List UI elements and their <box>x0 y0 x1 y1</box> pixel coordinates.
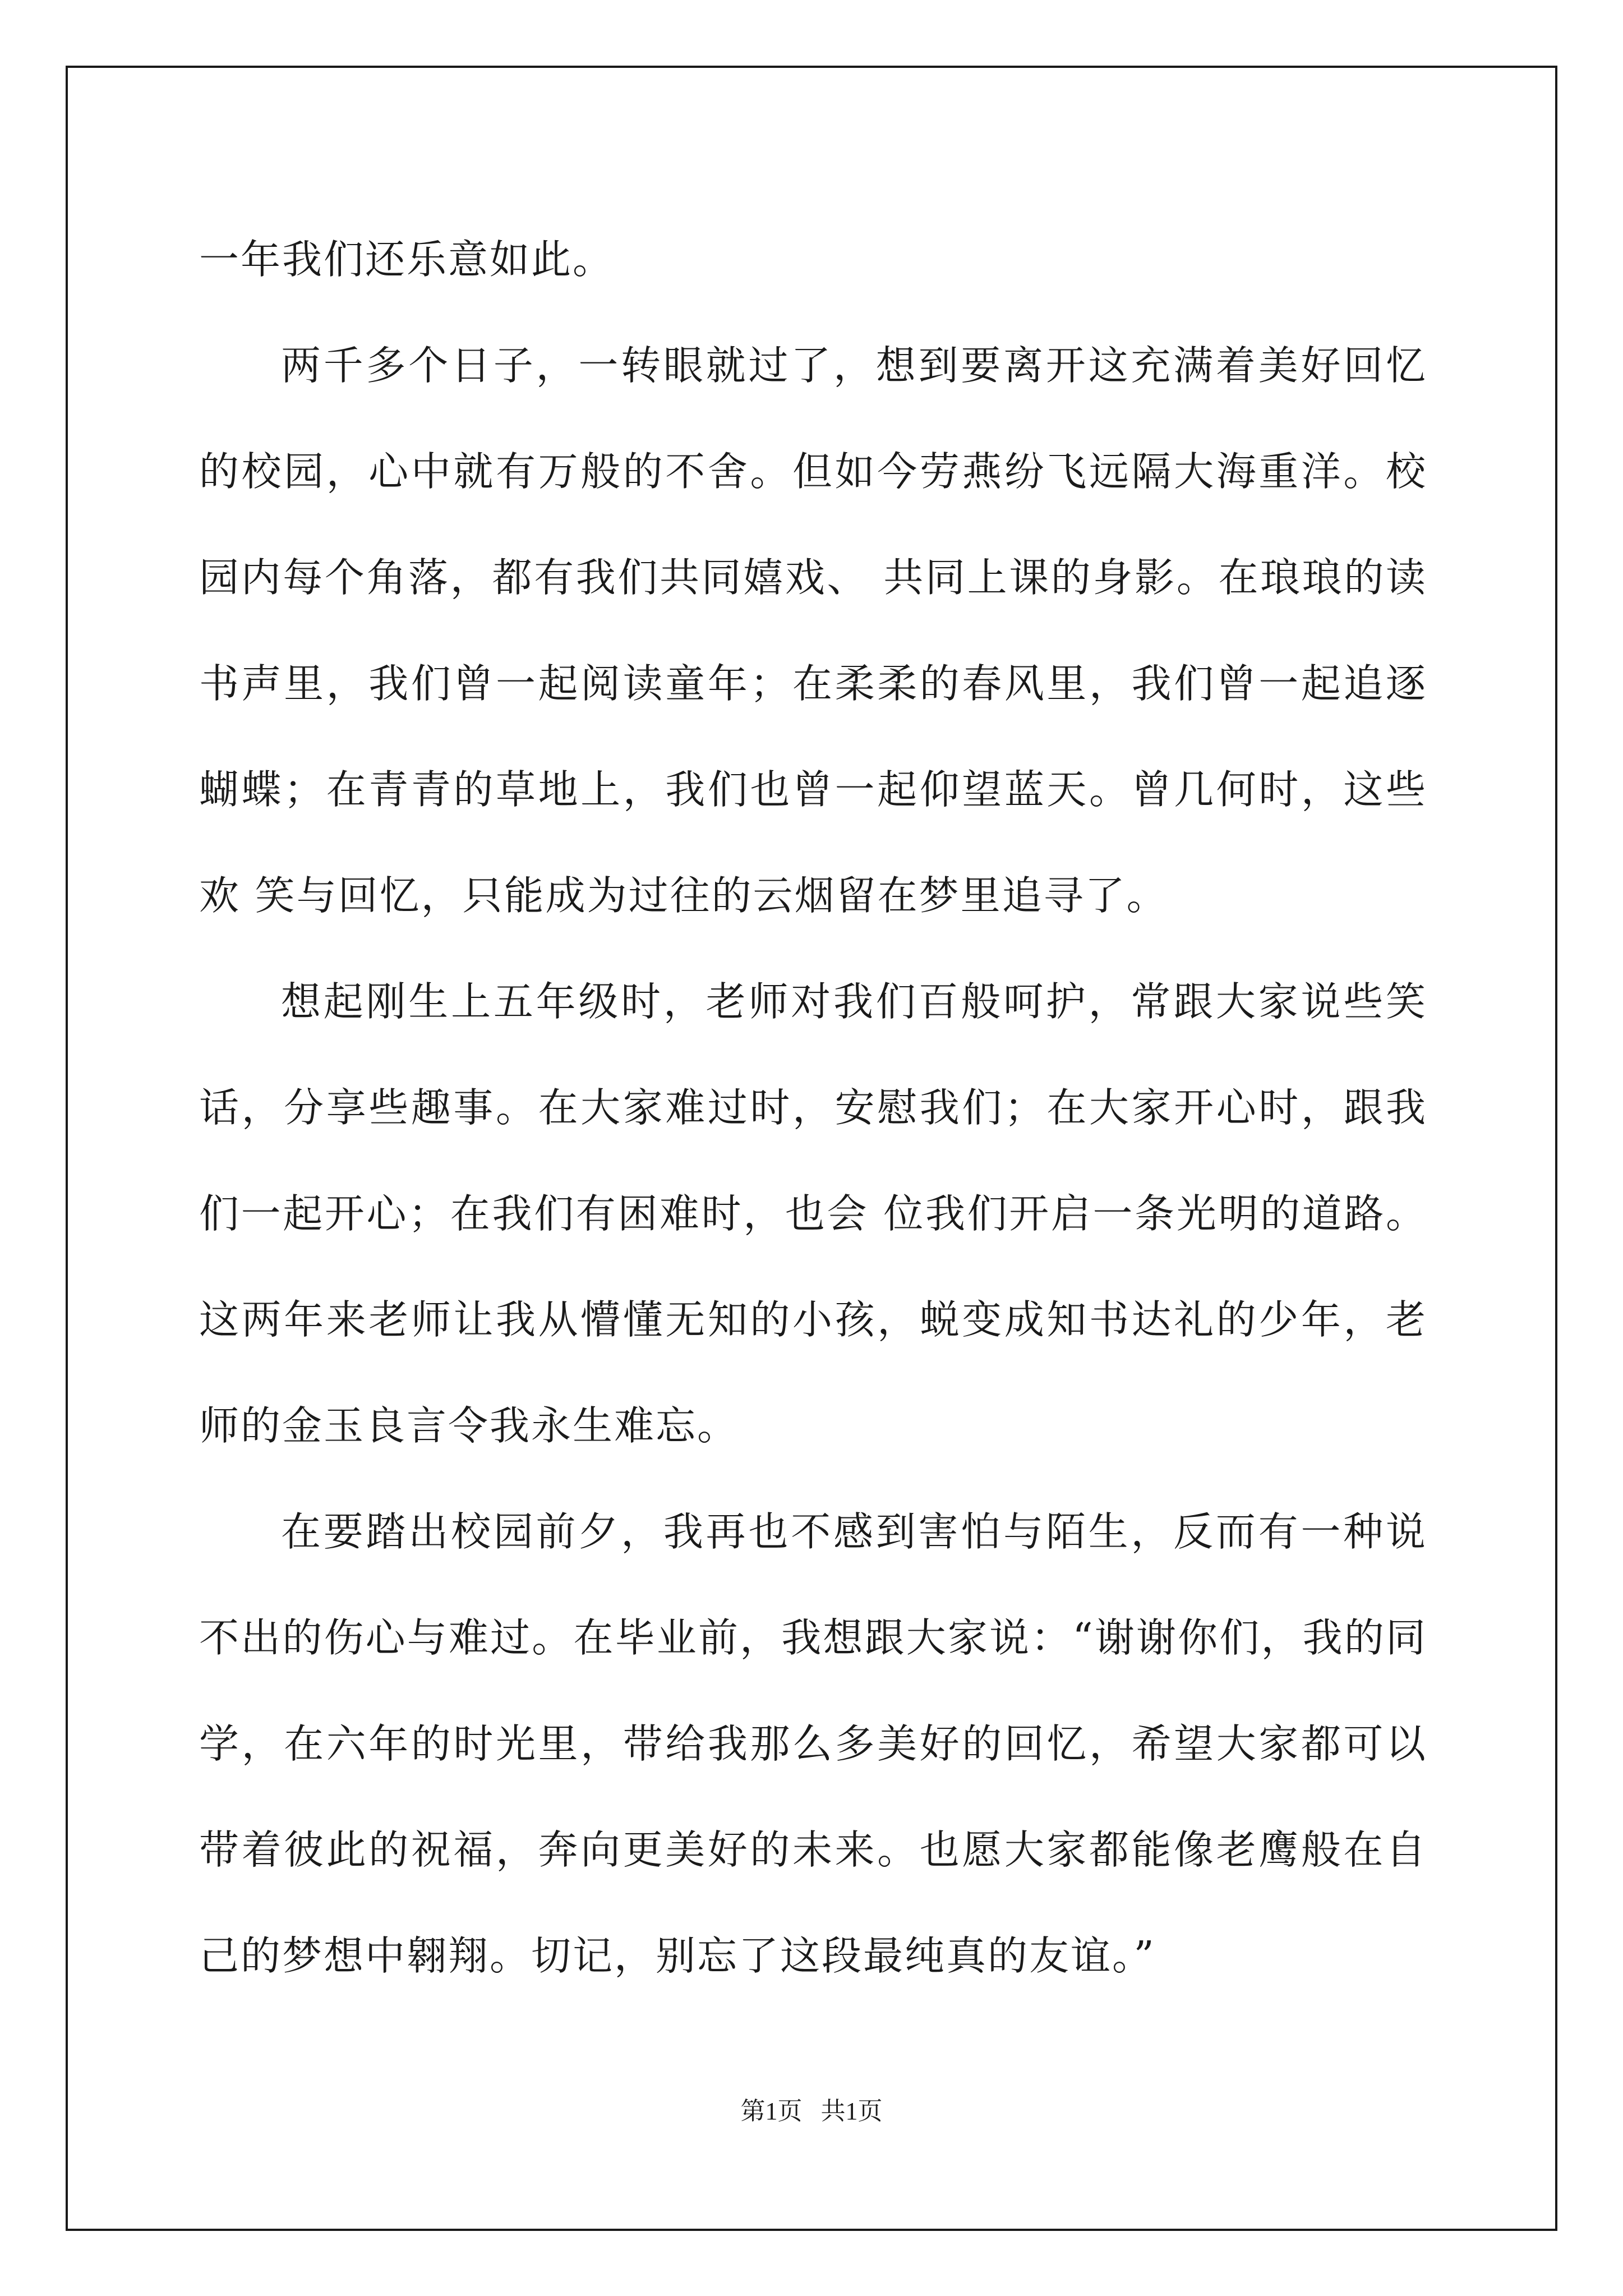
document-body <box>199 206 1427 2009</box>
paragraph-2: 两千多个日子，一转眼就过了，想到要离开这充满着美好回忆的校园，心中就有万般的不舍。但如今劳燕纷飞远隔大海重洋。校园内每个角落，都有我们共同嬉戏、 共同上课的身影。在琅琅的读书声里，我们曾一起阅读童年；在柔柔的春风里，我们曾一起追逐蝴蝶；在青青的草地上，我们也曾一起仰望蓝天。曾几何时，这些欢 笑与回忆，只能成为过往的云烟留在梦里追寻了。 <box>199 342 1427 919</box>
paragraph-4: 在要踏出校园前夕，我再也不感到害怕与陌生，反而有一种说不出的伤心与难过。在毕业前，我想跟大家说：“谢谢你们，我的同学，在六年的时光里，带给我那么多美好的回忆，希望大家都可以带着彼此的祝福，奔向更美好的未来。也愿大家都能像老鹰般在自己的梦想中翱翔。切记，别忘了这段最纯真的友谊。” <box>199 1508 1427 1979</box>
page-footer: 第1页 共1页 <box>740 2097 883 2125</box>
paragraph-3: 想起刚生上五年级时，老师对我们百般呵护，常跟大家说些笑话，分享些趣事。在大家难过时，安慰我们；在大家开心时，跟我们一起开心；在我们有困难时，也会 位我们开启一条光明的道路。这两年来老师让我从懵懂无知的小孩，蜕变成知书达礼的少年，老师的金玉良言令我永生难忘。 <box>199 978 1427 1449</box>
paragraph-1: 一年我们还乐意如此。 <box>199 236 615 283</box>
